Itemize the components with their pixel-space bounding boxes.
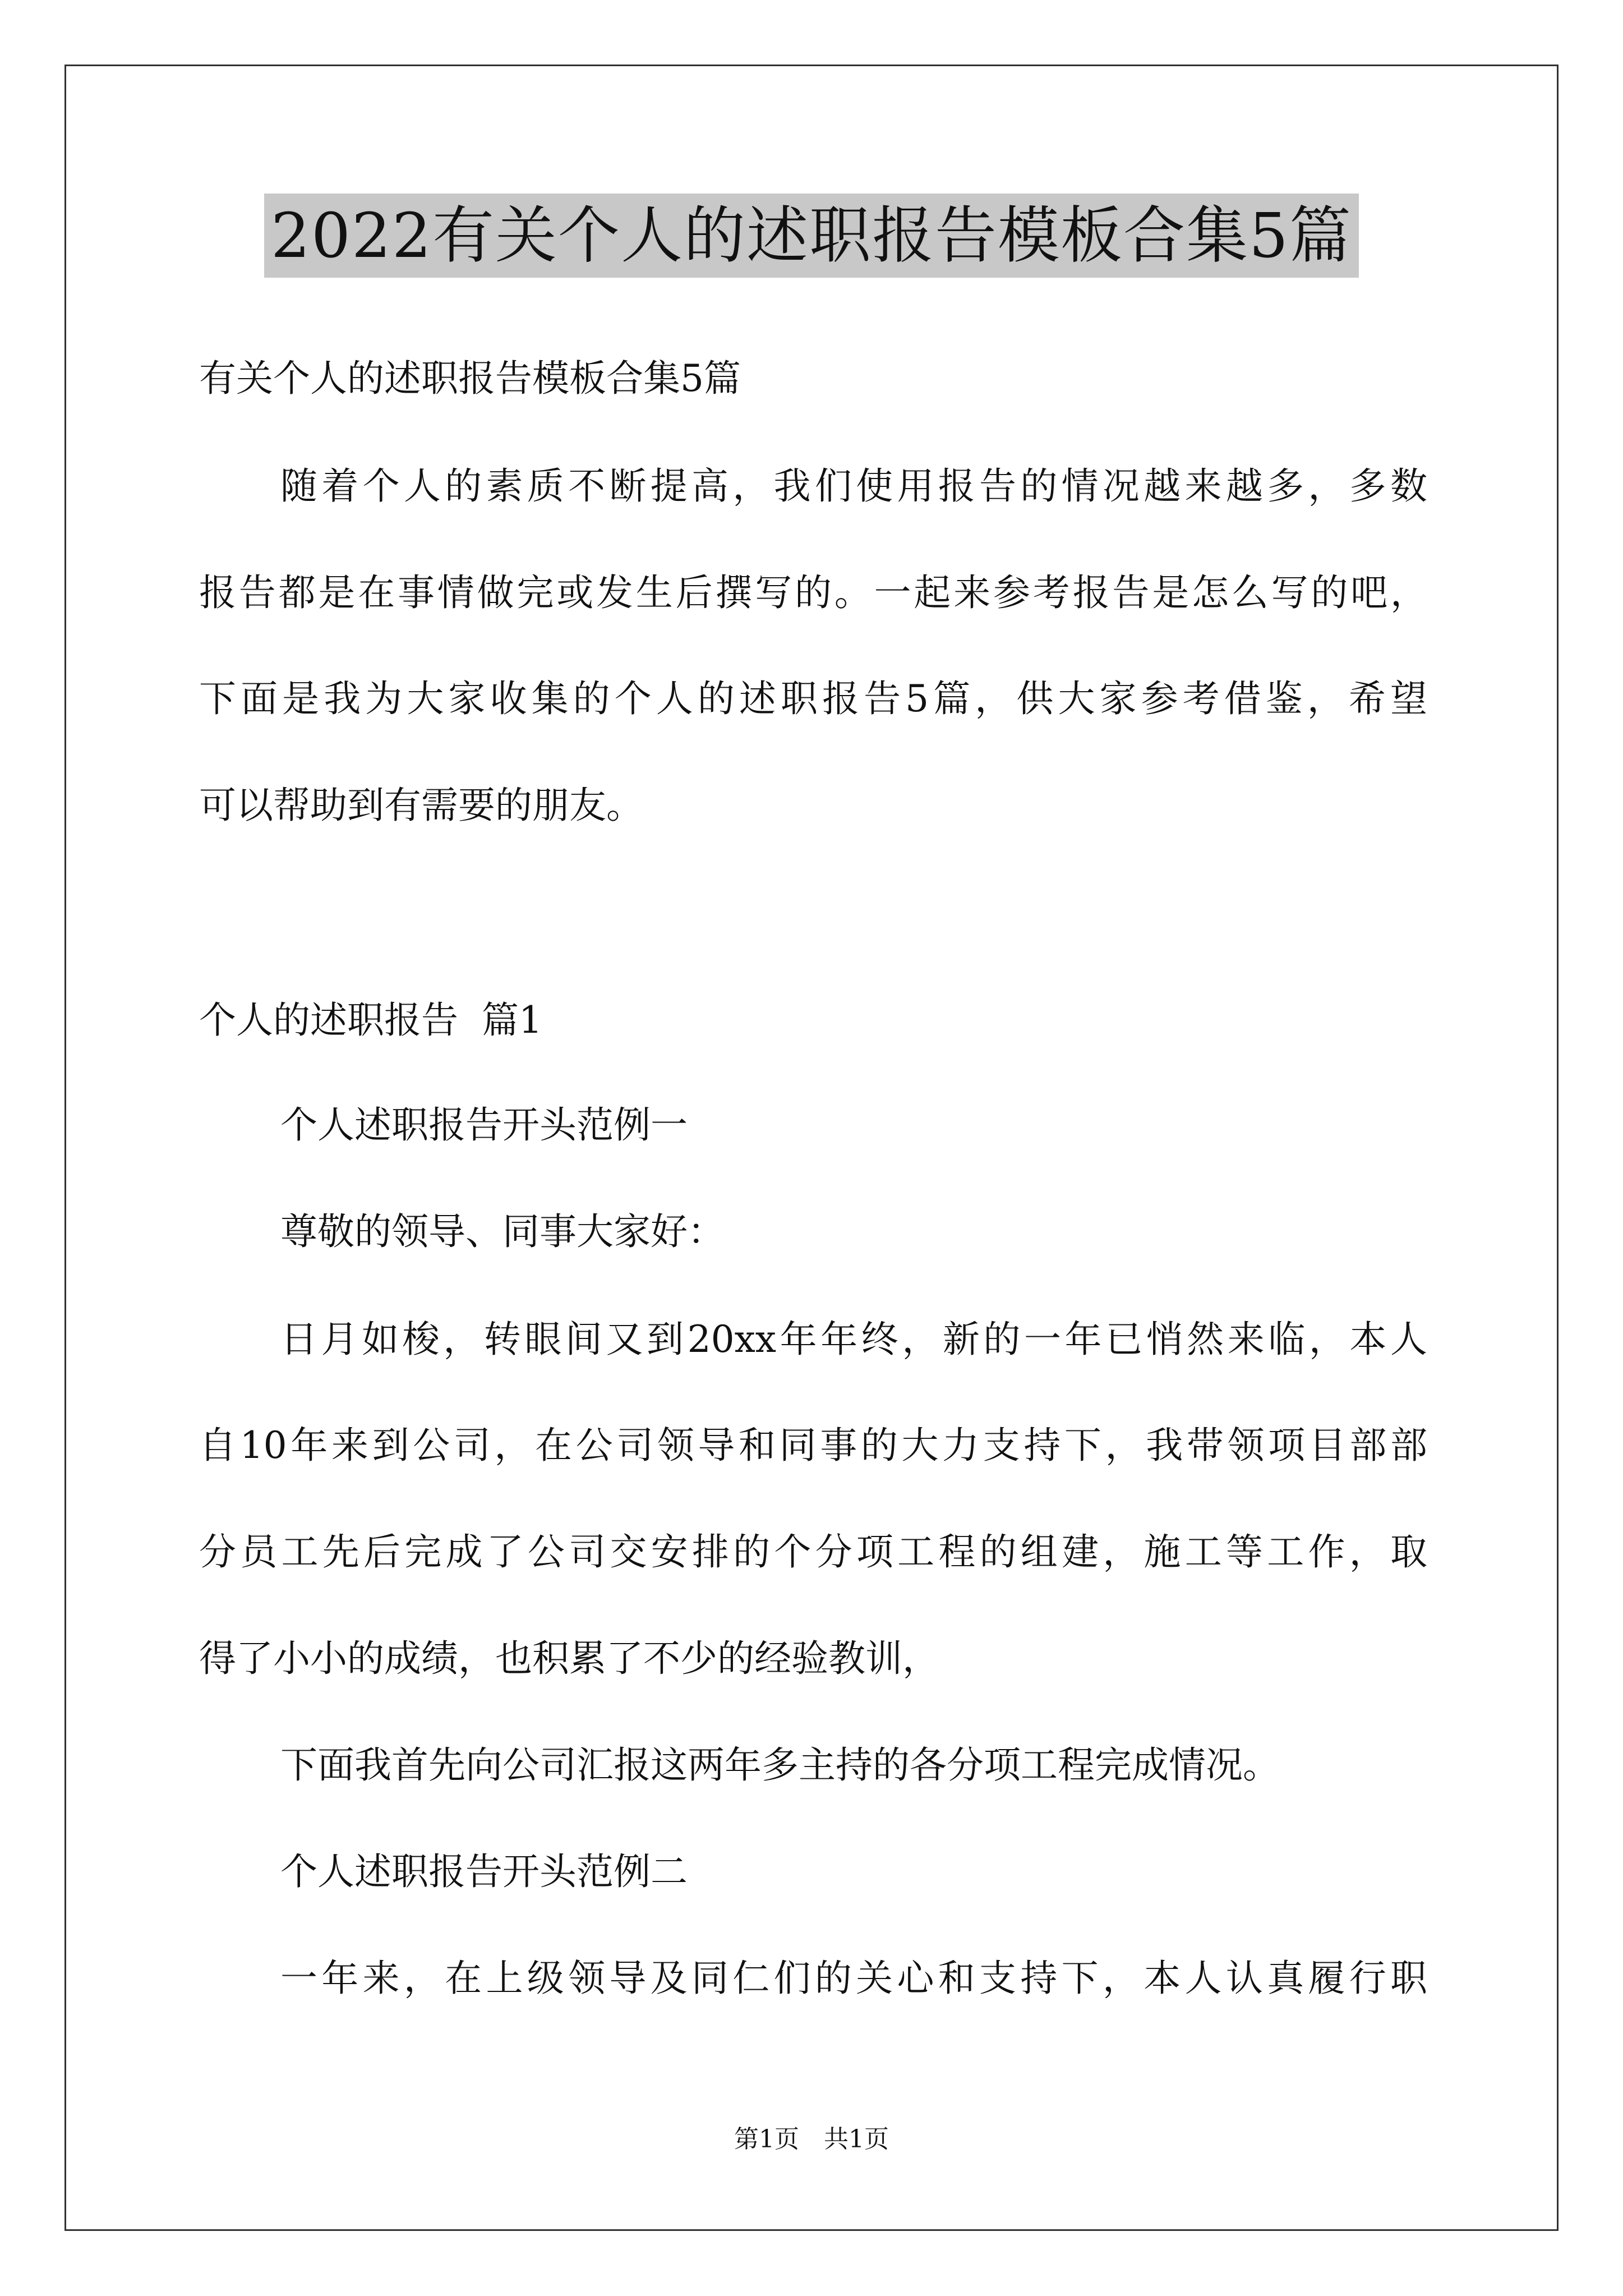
para1-line-1: 日月如梭，转眼间又到20xx年年终，新的一年已悄然来临，本人 — [280, 1318, 1427, 1361]
intro-line-4: 可以帮助到有需要的朋友。 — [199, 784, 643, 827]
intro-line-2: 报告都是在事情做完或发生后撰写的。一起来参考报告是怎么写的吧， — [199, 571, 1427, 614]
para3-line-1: 一年来，在上级领导及同仁们的关心和支持下，本人认真履行职 — [280, 1957, 1427, 2000]
greeting: 尊敬的领导、同事大家好： — [280, 1210, 725, 1253]
document-title — [0, 194, 1623, 278]
para1-line-2: 自10年来到公司，在公司领导和同事的大力支持下，我带领项目部部 — [199, 1424, 1427, 1467]
example-1-heading: 个人述职报告开头范例一 — [280, 1103, 688, 1147]
para1-line-4: 得了小小的成绩，也积累了不少的经验教训， — [199, 1637, 939, 1680]
intro-line-3: 下面是我为大家收集的个人的述职报告5篇，供大家参考借鉴，希望 — [199, 677, 1427, 720]
para1-line-3: 分员工先后完成了公司交安排的个分项工程的组建，施工等工作，取 — [199, 1530, 1427, 1573]
example-2-heading: 个人述职报告开头范例二 — [280, 1850, 688, 1893]
document-title-text: 2022有关个人的述职报告模板合集5篇 — [264, 194, 1359, 278]
document-subtitle: 有关个人的述职报告模板合集5篇 — [199, 357, 741, 400]
para2: 下面我首先向公司汇报这两年多主持的各分项工程完成情况。 — [280, 1743, 1280, 1787]
section-heading: 个人的述职报告 篇1 — [199, 999, 542, 1042]
intro-line-1: 随着个人的素质不断提高，我们使用报告的情况越来越多，多数 — [280, 464, 1427, 508]
page-footer: 第1页 共1页 — [734, 2125, 889, 2154]
